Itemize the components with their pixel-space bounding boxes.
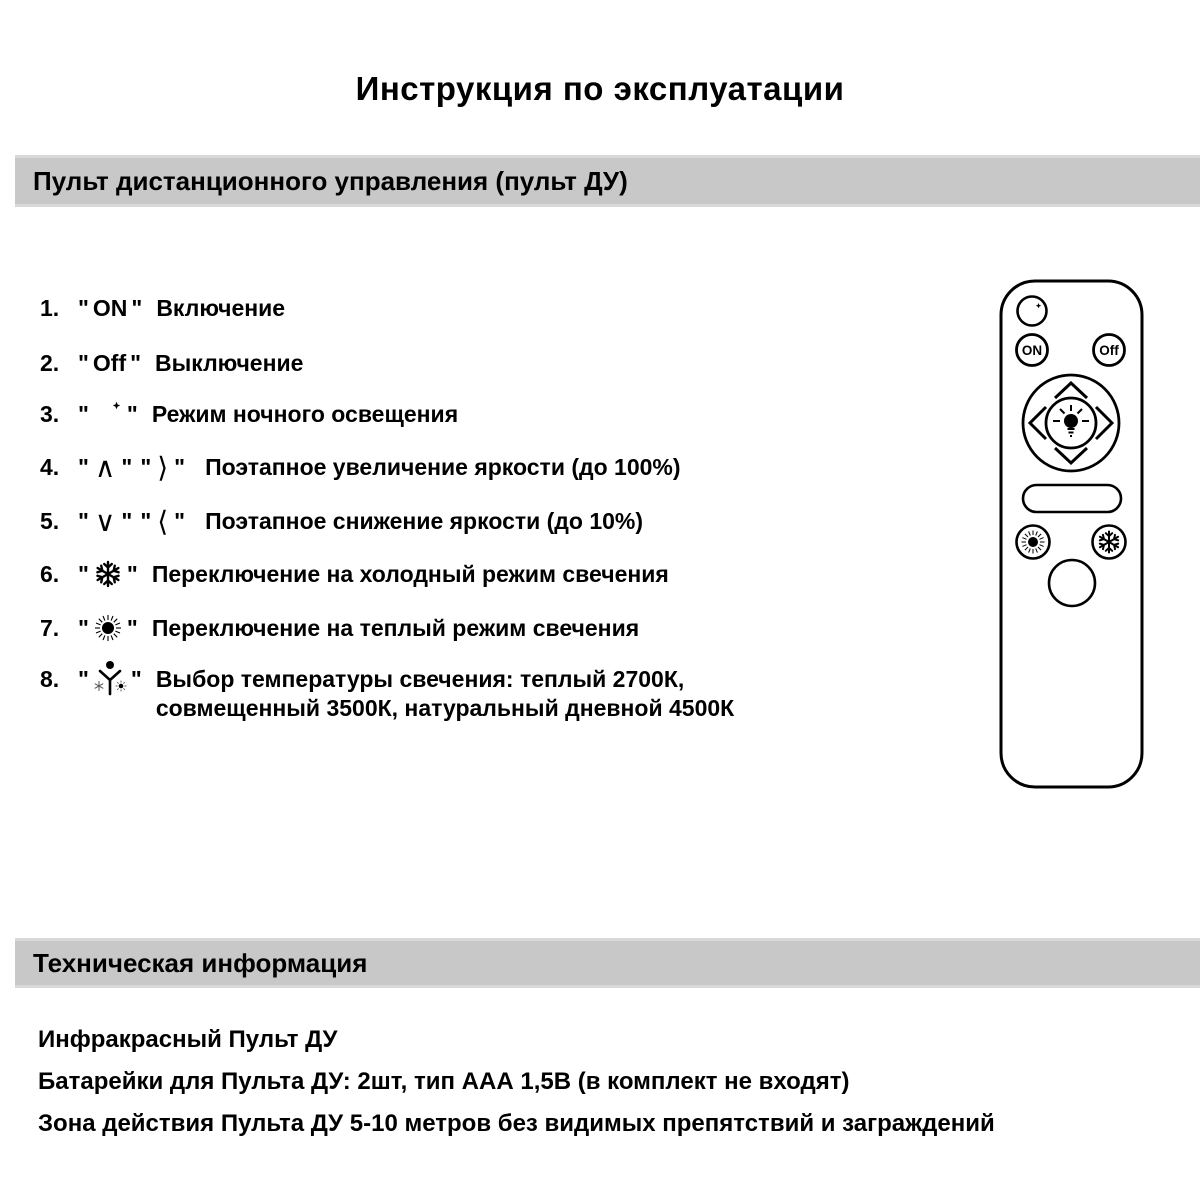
quote: " [174, 507, 186, 534]
item-label: Поэтапное снижение яркости (до 10%) [205, 507, 644, 534]
instruction-item-4 [40, 450, 681, 484]
up-arrow-glyph: ∧ [94, 452, 116, 483]
quote: " [121, 453, 133, 480]
item-number: 4. [40, 453, 60, 480]
instruction-item-6 [40, 557, 669, 591]
item-label-line2: совмещенный 3500К, натуральный дневной 4500К [155, 695, 735, 721]
instruction-item-5 [40, 504, 643, 538]
section-header-tech [15, 938, 1200, 988]
instruction-item-3 [40, 397, 458, 431]
quote: " [78, 666, 89, 692]
quote: " [78, 400, 89, 427]
quote: " [126, 400, 138, 427]
moon-icon [93, 399, 123, 429]
quote: " [130, 666, 142, 692]
svg-text:Off: Off [1099, 343, 1119, 358]
on-button-label: ON [92, 294, 128, 321]
section-header-tech-label: Техническая информация [33, 947, 368, 978]
page-title: Инструкция по эксплуатации [355, 70, 845, 107]
section-header-remote [15, 155, 1200, 207]
tech-info-line: Инфракрасный Пульт ДУ [38, 1026, 338, 1053]
quote: " [121, 507, 133, 534]
tech-info-line: Батарейки для Пульта ДУ: 2шт, тип ААА 1,5В (в комплект не входят) [38, 1068, 850, 1095]
instruction-item-1 [40, 291, 285, 325]
quote: " [78, 507, 89, 534]
quote: " [78, 560, 89, 587]
item-number: 7. [40, 614, 60, 641]
quote: " [140, 453, 152, 480]
item-label-line1: Выбор температуры свечения: теплый 2700К, [155, 666, 685, 692]
instruction-item-2 [40, 346, 303, 380]
remote-control-illustration [997, 277, 1147, 791]
item-label: Переключение на холодный режим свечения [151, 560, 669, 587]
item-number: 6. [40, 560, 60, 587]
snowflake-icon [93, 559, 123, 589]
section-header-remote-label: Пульт дистанционного управления (пульт ДУ) [33, 165, 628, 196]
quote: " [78, 614, 89, 641]
item-number: 5. [40, 507, 60, 534]
quote: " [78, 453, 89, 480]
instruction-item-8 [40, 665, 734, 723]
item-number: 8. [40, 666, 60, 692]
quote: " [126, 614, 138, 641]
quote: " [140, 507, 152, 534]
item-label: Включение [156, 294, 286, 321]
svg-text:ON: ON [1021, 343, 1043, 358]
item-number: 1. [40, 294, 60, 321]
item-number: 3. [40, 400, 60, 427]
quote: " [131, 294, 143, 321]
item-label [156, 665, 734, 723]
item-number: 2. [40, 349, 60, 376]
sun-icon [93, 613, 123, 643]
quote: " [174, 453, 186, 480]
quote: " [130, 349, 142, 376]
sun-icon [1022, 531, 1045, 554]
left-arrow-glyph: ⟨ [157, 506, 169, 537]
item-label: Режим ночного освещения [151, 400, 459, 427]
tech-info-line: Зона действия Пульта ДУ 5-10 метров без видимых препятствий и заграждений [38, 1110, 995, 1137]
quote: " [78, 294, 89, 321]
instruction-item-7 [40, 611, 639, 645]
quote: " [126, 560, 138, 587]
item-label: Поэтапное увеличение яркости (до 100%) [205, 453, 681, 480]
right-arrow-glyph: ⟩ [157, 452, 169, 483]
off-button-label: Off [92, 349, 127, 376]
item-label: Выключение [155, 349, 304, 376]
quote: " [78, 349, 89, 376]
down-arrow-glyph: ∨ [94, 506, 116, 537]
item-label: Переключение на теплый режим свечения [151, 614, 640, 641]
color-temperature-icon [93, 658, 127, 700]
